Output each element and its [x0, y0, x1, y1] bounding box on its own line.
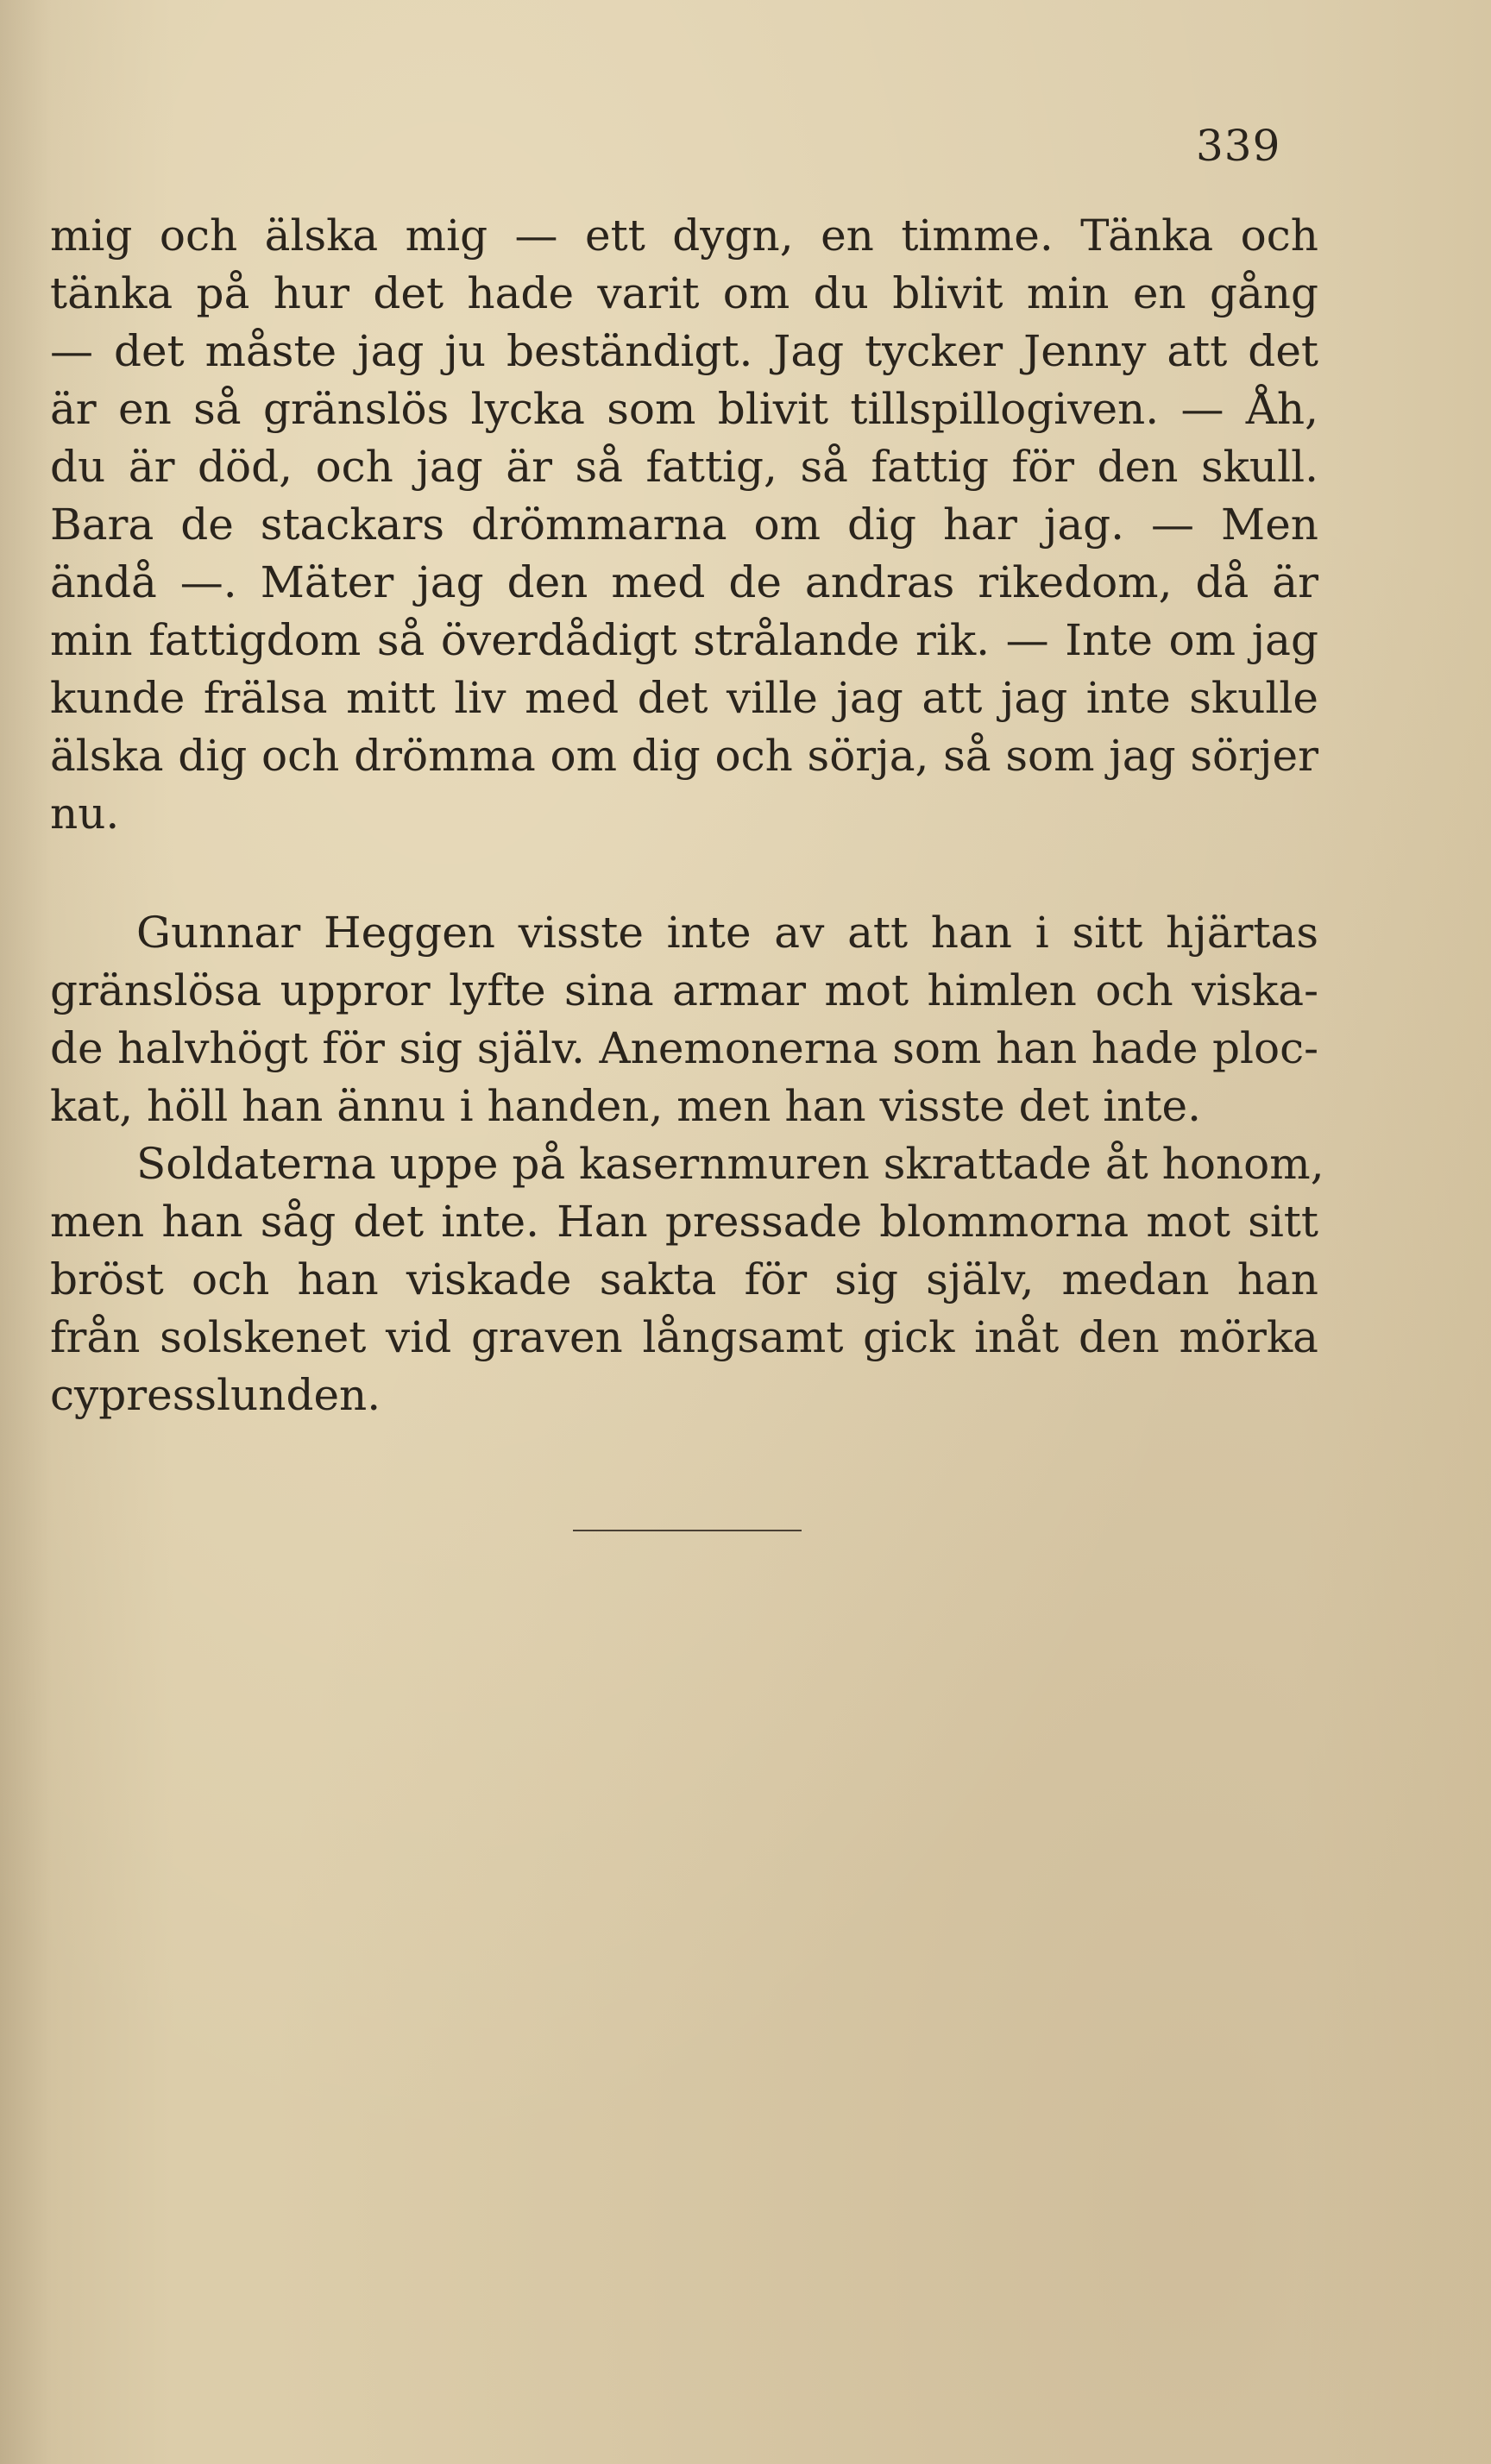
text-line: cypresslunden.: [50, 1370, 381, 1420]
text-line: från solskenet vid graven långsamt gick inåt den mörka: [50, 1312, 1318, 1362]
paragraph-2: [50, 904, 1324, 1424]
text-line: är en så gränslös lycka som blivit tillspillogiven. — Åh,: [50, 384, 1318, 434]
text-line: ändå —. Mäter jag den med de andras rikedom, då är: [50, 557, 1318, 607]
text-line: Bara de stackars drömmarna om dig har jag. — Men: [50, 500, 1318, 550]
text-line: de halvhögt för sig själv. Anemonerna som han hade ploc-: [50, 1023, 1318, 1073]
text-line: Gunnar Heggen visste inte av att han i sitt hjärtas: [136, 908, 1318, 958]
text-line: min fattigdom så överdådigt strålande rik. — Inte om jag: [50, 615, 1318, 665]
text-line: — det måste jag ju beständigt. Jag tycker Jenny att det: [50, 326, 1318, 376]
text-line: mig och älska mig — ett dygn, en timme. Tänka och: [50, 211, 1318, 261]
text-line: bröst och han viskade sakta för sig själv, medan han: [50, 1254, 1318, 1304]
section-divider: [573, 1530, 802, 1531]
text-line: Soldaterna uppe på kasernmuren skrattade åt honom,: [136, 1139, 1324, 1189]
text-line: gränslösa uppror lyfte sina armar mot himlen och viska-: [50, 965, 1318, 1015]
text-line: men han såg det inte. Han pressade blommorna mot sitt: [50, 1197, 1318, 1247]
page-number: 339: [1196, 121, 1281, 171]
text-line: kunde frälsa mitt liv med det ville jag att jag inte skulle: [50, 673, 1318, 723]
text-line: kat, höll han ännu i handen, men han visste det inte.: [50, 1081, 1201, 1131]
text-line: du är död, och jag är så fattig, så fattig för den skull.: [50, 442, 1318, 492]
text-line: tänka på hur det hade varit om du blivit min en gång: [50, 268, 1318, 318]
paragraph-1: [50, 207, 1318, 843]
text-line: älska dig och drömma om dig och sörja, så som jag sörjer: [50, 731, 1318, 781]
text-line: nu.: [50, 789, 120, 839]
